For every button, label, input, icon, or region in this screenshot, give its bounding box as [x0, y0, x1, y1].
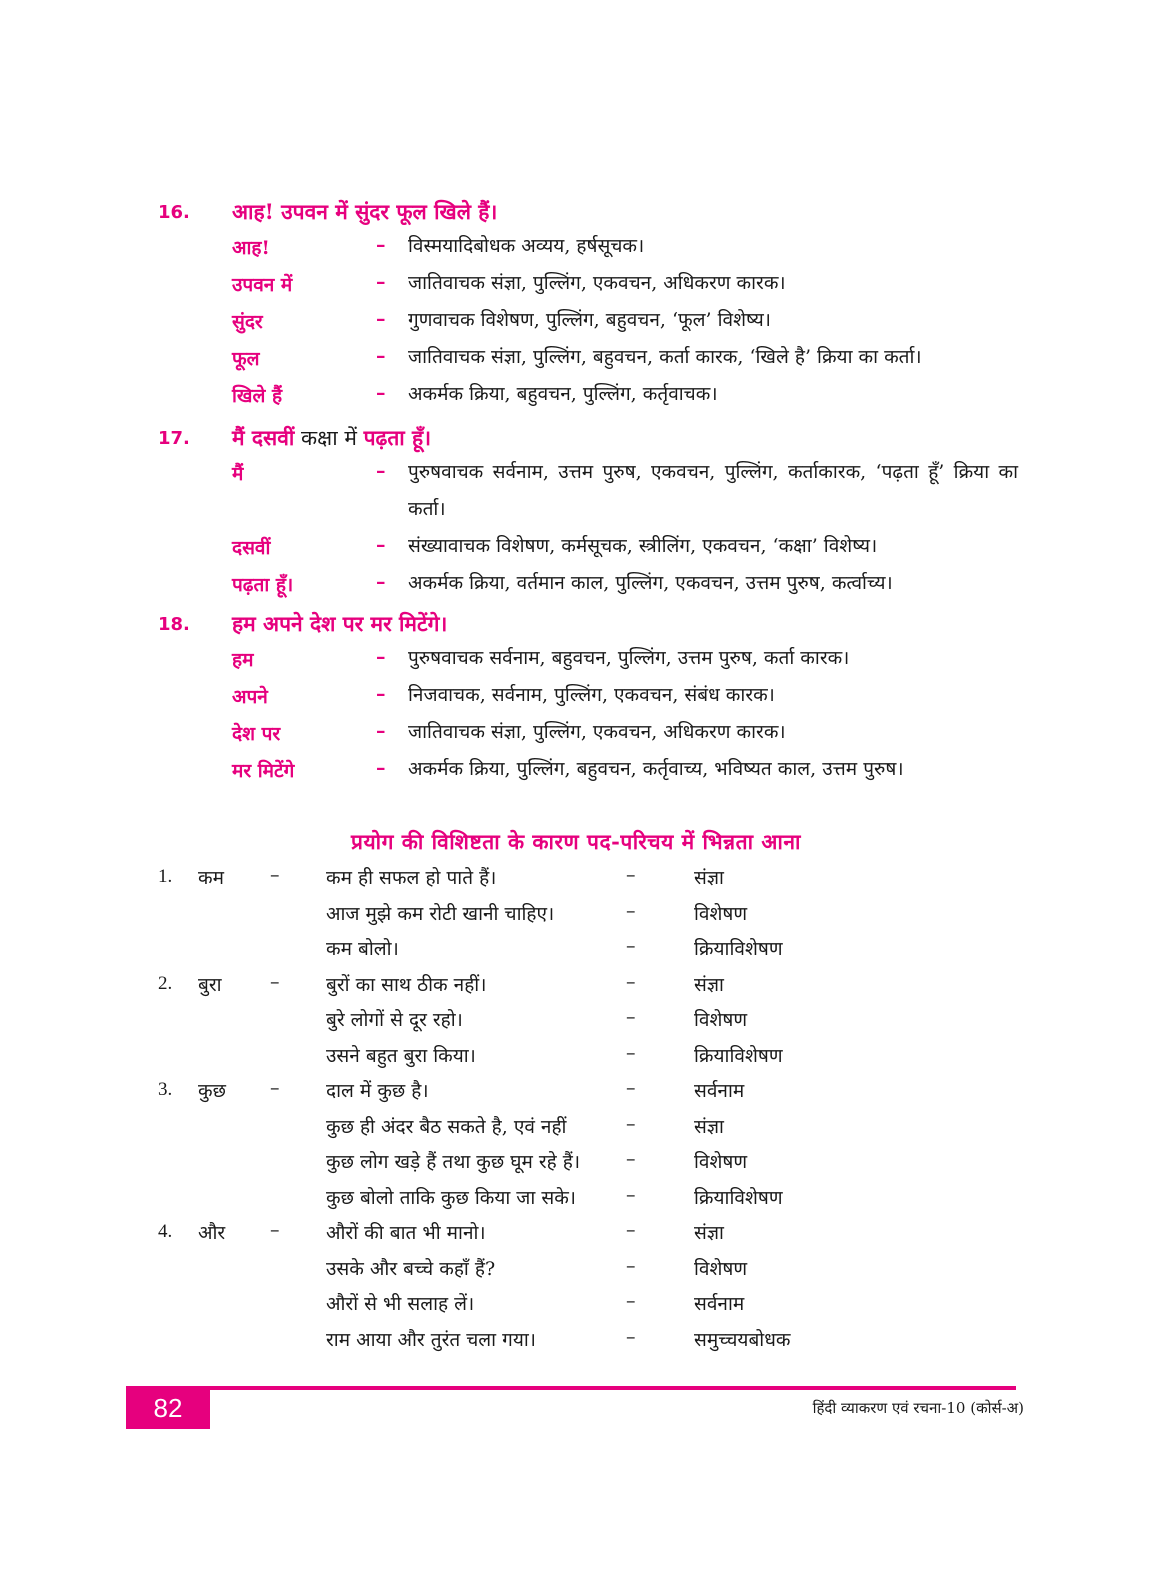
part-desc: गुणवाचक विशेषण, पुल्लिंग, बहुवचन, ‘फूल’ विशेष्य। — [408, 309, 771, 331]
usage-row — [0, 971, 1152, 1007]
sentence-part: कक्षा में — [294, 426, 364, 450]
usage-category: विशेषण — [694, 1257, 748, 1280]
usage-word: बुरा — [198, 973, 222, 996]
part-word: पढ़ता हूँ। — [232, 574, 294, 596]
entry-number: 18. — [158, 614, 190, 635]
usage-category: विशेषण — [694, 1151, 748, 1173]
dash: – — [376, 534, 386, 556]
dash: – — [376, 720, 386, 742]
section-title: प्रयोग की विशिष्टता के कारण पद-परिचय में भिन्नता आना — [351, 829, 801, 854]
part-desc: विस्मयादिबोधक अव्यय, हर्षसूचक। — [408, 235, 645, 257]
dash: – — [626, 935, 636, 957]
usage-number: 1. — [158, 866, 173, 887]
usage-row — [0, 1326, 1152, 1362]
dash: – — [376, 646, 386, 668]
dash: – — [270, 970, 280, 993]
usage-number: 4. — [158, 1221, 173, 1242]
usage-word: और — [198, 1222, 226, 1244]
usage-row — [0, 1077, 1152, 1113]
part-desc: जातिवाचक संज्ञा, पुल्लिंग, बहुवचन, कर्ता कारक, ‘खिले है’ क्रिया का कर्ता। — [408, 346, 922, 368]
part-desc: अकर्मक क्रिया, पुल्लिंग, बहुवचन, कर्तृवाच्य, भविष्यत काल, उत्तम पुरुष। — [408, 758, 904, 780]
usage-sentence: औरों की बात भी मानो। — [326, 1222, 486, 1244]
dash: – — [626, 970, 636, 993]
dash: – — [626, 1290, 636, 1312]
usage-row — [0, 1113, 1152, 1149]
entry-18 — [0, 610, 1152, 794]
usage-row — [0, 1148, 1152, 1184]
dash: – — [626, 1325, 636, 1348]
part-desc: अकर्मक क्रिया, वर्तमान काल, पुल्लिंग, एकवचन, उत्तम पुरुष, कर्त्वाच्य। — [408, 572, 893, 594]
dash: – — [626, 1077, 636, 1099]
part-desc: निजवाचक, सर्वनाम, पुल्लिंग, एकवचन, संबंध कारक। — [408, 684, 775, 706]
entry-sentence — [232, 424, 431, 452]
entry-sentence: हम अपने देश पर मर मिटेंगे। — [232, 611, 448, 636]
dash: – — [376, 345, 386, 367]
usage-sentence: कुछ लोग खड़े हैं तथा कुछ घूम रहे हैं। — [326, 1151, 581, 1173]
usage-sentence: कुछ बोलो ताकि कुछ किया जा सके। — [326, 1186, 577, 1209]
usage-category: संज्ञा — [694, 867, 724, 889]
part-word: देश पर — [232, 723, 281, 745]
part-desc: जातिवाचक संज्ञा, पुल्लिंग, एकवचन, अधिकरण कारक। — [408, 272, 786, 294]
usage-row — [0, 864, 1152, 900]
dash: – — [376, 683, 386, 705]
usage-row — [0, 1042, 1152, 1078]
usage-row — [0, 1184, 1152, 1220]
usage-sentence: औरों से भी सलाह लें। — [326, 1293, 475, 1315]
usage-row — [0, 1255, 1152, 1291]
usage-row — [0, 1006, 1152, 1042]
part-desc: पुरुषवाचक सर्वनाम, बहुवचन, पुल्लिंग, उत्तम पुरुष, कर्ता कारक। — [408, 647, 850, 669]
dash: – — [376, 271, 386, 293]
usage-sentence: कुछ ही अंदर बैठ सकते है, एवं नहीं — [326, 1115, 567, 1138]
usage-sentence: राम आया और तुरंत चला गया। — [326, 1328, 536, 1351]
part-word: हम — [232, 649, 254, 671]
part-desc: जातिवाचक संज्ञा, पुल्लिंग, एकवचन, अधिकरण कारक। — [408, 721, 786, 743]
part-word: आह! — [232, 237, 270, 259]
part-word: अपने — [232, 686, 268, 708]
usage-table — [0, 864, 1152, 1361]
footer-rule — [126, 1386, 1016, 1390]
sentence-part: पढ़ता हूँ। — [363, 425, 432, 450]
usage-category: समुच्चयबोधक — [694, 1328, 791, 1351]
usage-category: विशेषण — [694, 1009, 748, 1031]
part-word: उपवन में — [232, 274, 293, 296]
dash: – — [626, 1148, 636, 1170]
usage-sentence: उसने बहुत बुरा किया। — [326, 1044, 476, 1067]
usage-category: संज्ञा — [694, 973, 724, 996]
dash: – — [376, 571, 386, 593]
usage-category: क्रियाविशेषण — [694, 1044, 783, 1067]
entry-sentence: आह! उपवन में सुंदर फूल खिले हैं। — [232, 199, 498, 224]
dash: – — [376, 757, 386, 779]
usage-row — [0, 1290, 1152, 1326]
dash: – — [626, 1041, 636, 1064]
part-word: मर मिटेंगे — [232, 760, 295, 782]
usage-sentence: बुरे लोगों से दूर रहो। — [326, 1009, 463, 1031]
dash: – — [626, 1219, 636, 1241]
part-word: सुंदर — [232, 311, 263, 333]
part-word: खिले हैं — [232, 385, 283, 407]
part-word: फूल — [232, 348, 260, 370]
dash: – — [626, 899, 636, 922]
usage-sentence: आज मुझे कम रोटी खानी चाहिए। — [326, 902, 555, 925]
dash: – — [376, 308, 386, 330]
dash: – — [270, 864, 280, 886]
dash: – — [626, 1254, 636, 1277]
usage-category: क्रियाविशेषण — [694, 938, 783, 960]
usage-row — [0, 900, 1152, 936]
usage-category: सर्वनाम — [694, 1293, 745, 1315]
usage-number: 3. — [158, 1079, 173, 1100]
entry-number: 16. — [158, 202, 190, 223]
entry-17 — [0, 424, 1152, 608]
usage-sentence: उसके और बच्चे कहाँ हैं? — [326, 1257, 496, 1280]
part-desc: अकर्मक क्रिया, बहुवचन, पुल्लिंग, कर्तृवाचक। — [408, 383, 718, 405]
book-title: हिंदी व्याकरण एवं रचना-10 (कोर्स-अ) — [812, 1399, 1024, 1417]
usage-category: संज्ञा — [694, 1115, 724, 1138]
sentence-part: मैं दसवीं — [232, 425, 295, 450]
part-desc: पुरुषवाचक सर्वनाम, उत्तम पुरुष, एकवचन, पुल्लिंग, कर्ताकारक, ‘पढ़ता हूँ’ क्रिया का कर्ता। — [408, 461, 1018, 520]
dash: – — [270, 1077, 280, 1099]
dash: – — [376, 460, 386, 482]
usage-sentence: बुरों का साथ ठीक नहीं। — [326, 973, 487, 996]
usage-category: संज्ञा — [694, 1222, 724, 1244]
usage-word: कम — [198, 867, 224, 889]
dash: – — [626, 864, 636, 886]
usage-row — [0, 1219, 1152, 1255]
dash: – — [376, 382, 386, 404]
dash: – — [626, 1112, 636, 1135]
dash: – — [626, 1183, 636, 1206]
usage-sentence: कम ही सफल हो पाते हैं। — [326, 867, 497, 889]
dash: – — [270, 1219, 280, 1241]
part-desc: संख्यावाचक विशेषण, कर्मसूचक, स्त्रीलिंग, एकवचन, ‘कक्षा’ विशेष्य। — [408, 535, 878, 557]
usage-row — [0, 935, 1152, 971]
part-word: दसवीं — [232, 537, 271, 559]
usage-category: क्रियाविशेषण — [694, 1186, 783, 1209]
dash: – — [626, 1006, 636, 1028]
part-word: मैं — [232, 463, 244, 485]
usage-category: सर्वनाम — [694, 1080, 745, 1102]
usage-category: विशेषण — [694, 902, 748, 925]
usage-sentence: दाल में कुछ है। — [326, 1080, 429, 1102]
usage-number: 2. — [158, 972, 173, 994]
usage-sentence: कम बोलो। — [326, 938, 399, 960]
dash: – — [376, 234, 386, 256]
entry-number: 17. — [158, 428, 190, 449]
entry-16 — [0, 198, 1152, 419]
usage-word: कुछ — [198, 1080, 226, 1102]
page-number: 82 — [126, 1388, 210, 1429]
